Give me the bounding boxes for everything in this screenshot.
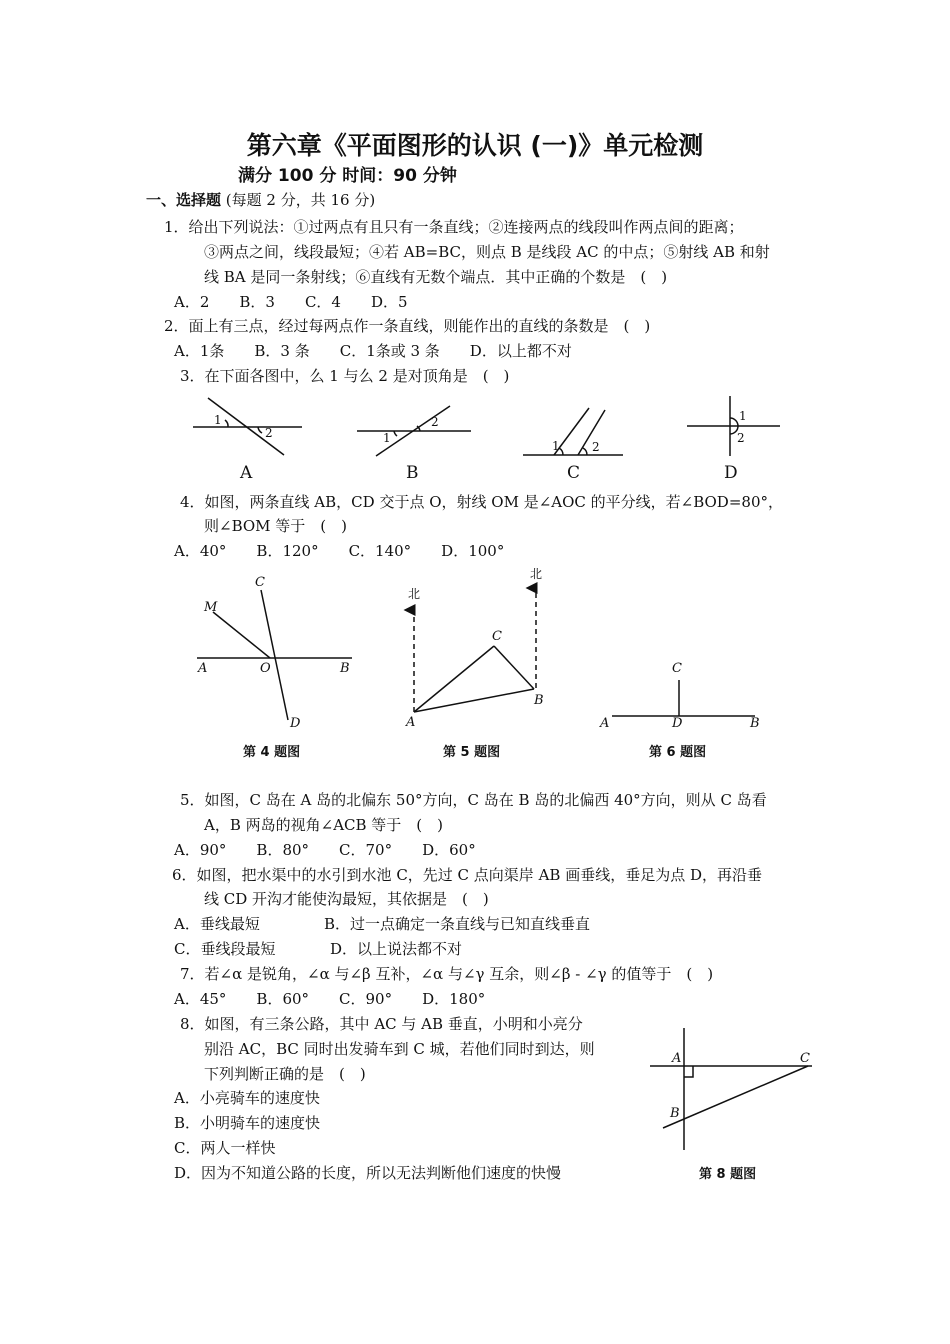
q1-line3: 线 BA 是同一条射线；⑥直线有无数个端点．其中正确的个数是 ( ) bbox=[204, 268, 668, 286]
q8-line2: 别沿 AC，BC 同时出发骑车到 C 城，若他们同时到达，则 bbox=[204, 1040, 595, 1058]
q3c-label-2: 2 bbox=[592, 440, 600, 454]
fig6-label-b: B bbox=[750, 716, 760, 731]
fig6-label-a: A bbox=[600, 716, 610, 731]
fig6-caption: 第 6 题图 bbox=[649, 745, 707, 760]
q1-options: A．2 B．3 C．4 D．5 bbox=[174, 293, 408, 311]
q3-fig-label-a: A bbox=[240, 463, 253, 483]
q4-options: A．40° B．120° C．140° D．100° bbox=[174, 542, 505, 560]
q8-option-a: A．小亮骑车的速度快 bbox=[174, 1089, 320, 1107]
q3d-label-2: 2 bbox=[737, 431, 745, 445]
q6-option-d: D．以上说法都不对 bbox=[330, 940, 463, 958]
q5-line2: A，B 两岛的视角∠ACB 等于 ( ) bbox=[204, 816, 443, 834]
fig5-north-label-a: 北 bbox=[408, 587, 421, 601]
q8-option-c: C．两人一样快 bbox=[174, 1139, 276, 1157]
section-note: (每题 2 分，共 16 分) bbox=[225, 191, 376, 209]
q1-line2: ③两点之间，线段最短；④若 AB=BC，则点 B 是线段 AC 的中点；⑤射线 AB 和射 bbox=[204, 243, 770, 261]
q7-line1: 7．若∠α 是锐角，∠α 与∠β 互补，∠α 与∠γ 互余，则∠β - ∠γ 的值等于 ( ) bbox=[180, 965, 714, 983]
fig8-label-c: C bbox=[800, 1051, 810, 1066]
fig4-label-o: O bbox=[260, 661, 271, 676]
q3a-label-1: 1 bbox=[214, 413, 222, 427]
q3d-label-1: 1 bbox=[739, 409, 747, 423]
fig5-label-c: C bbox=[492, 629, 502, 644]
q8-option-d: D．因为不知道公路的长度，所以无法判断他们速度的快慢 bbox=[174, 1164, 562, 1182]
page-title: 第六章《平面图形的认识 (一)》单元检测 bbox=[246, 131, 704, 160]
q3-fig-label-d: D bbox=[724, 463, 738, 483]
q6-line1: 6．如图，把水渠中的水引到水池 C，先过 C 点向渠岸 AB 画垂线，垂足为点 D，再沿垂 bbox=[172, 866, 762, 884]
fig8-label-a: A bbox=[672, 1051, 682, 1066]
q8-line3: 下列判断正确的是 ( ) bbox=[204, 1065, 366, 1083]
q3-line1: 3．在下面各图中，么 1 与么 2 是对顶角是 ( ) bbox=[180, 367, 510, 385]
q3-fig-label-c: C bbox=[567, 463, 581, 483]
fig6-label-d: D bbox=[672, 716, 683, 731]
fig8-caption: 第 8 题图 bbox=[699, 1167, 757, 1182]
q6-option-c: C．垂线段最短 bbox=[174, 940, 276, 958]
q8-option-b: B．小明骑车的速度快 bbox=[174, 1114, 321, 1132]
q6-option-b: B．过一点确定一条直线与已知直线垂直 bbox=[324, 915, 591, 933]
fig8-label-b: B bbox=[670, 1106, 680, 1121]
q2-options: A．1条 B．3 条 C．1条或 3 条 D．以上都不对 bbox=[174, 342, 572, 360]
q3-fig-label-b: B bbox=[406, 463, 419, 483]
q3c-label-1: 1 bbox=[552, 439, 560, 453]
q7-options: A．45° B．60° C．90° D．180° bbox=[174, 990, 486, 1008]
q6-option-a: A．垂线最短 bbox=[174, 915, 260, 933]
q4-line1: 4．如图，两条直线 AB，CD 交于点 O，射线 OM 是∠AOC 的平分线，若∠BOD=80°， bbox=[180, 493, 783, 511]
fig8-right-angle bbox=[684, 1066, 693, 1077]
fig5-label-a: A bbox=[406, 715, 416, 730]
q3a-label-2: 2 bbox=[265, 426, 273, 440]
q8-line1: 8．如图，有三条公路，其中 AC 与 AB 垂直，小明和小亮分 bbox=[180, 1015, 583, 1033]
fig5-label-b: B bbox=[534, 693, 544, 708]
fig4-label-b: B bbox=[340, 661, 350, 676]
q6-line2: 线 CD 开沟才能使沟最短，其依据是 ( ) bbox=[204, 890, 489, 908]
fig4-caption: 第 4 题图 bbox=[243, 745, 301, 760]
fig5-north-label-b: 北 bbox=[530, 567, 543, 581]
q3b-label-2: 2 bbox=[431, 415, 439, 429]
fig6-label-c: C bbox=[672, 661, 682, 676]
q5-options: A．90° B．80° C．70° D．60° bbox=[174, 841, 476, 859]
section-title: 一、选择题 bbox=[146, 191, 222, 209]
fig5-caption: 第 5 题图 bbox=[443, 745, 501, 760]
q1-line1: 1．给出下列说法：①过两点有且只有一条直线；②连接两点的线段叫作两点间的距离； bbox=[164, 218, 744, 236]
q5-line1: 5．如图，C 岛在 A 岛的北偏东 50°方向，C 岛在 B 岛的北偏西 40°方向，则从 C 岛看 bbox=[180, 791, 767, 809]
q4-line2: 则∠BOM 等于 ( ) bbox=[204, 517, 347, 535]
q2-line1: 2．面上有三点，经过每两点作一条直线，则能作出的直线的条数是 ( ) bbox=[164, 317, 651, 335]
q3b-label-1: 1 bbox=[383, 431, 391, 445]
exam-info: 满分 100 分 时间：90 分钟 bbox=[238, 166, 457, 186]
fig4-label-a: A bbox=[198, 661, 208, 676]
fig4-label-m: M bbox=[204, 600, 218, 615]
fig4-label-c: C bbox=[255, 575, 265, 590]
fig4-label-d: D bbox=[290, 716, 301, 731]
